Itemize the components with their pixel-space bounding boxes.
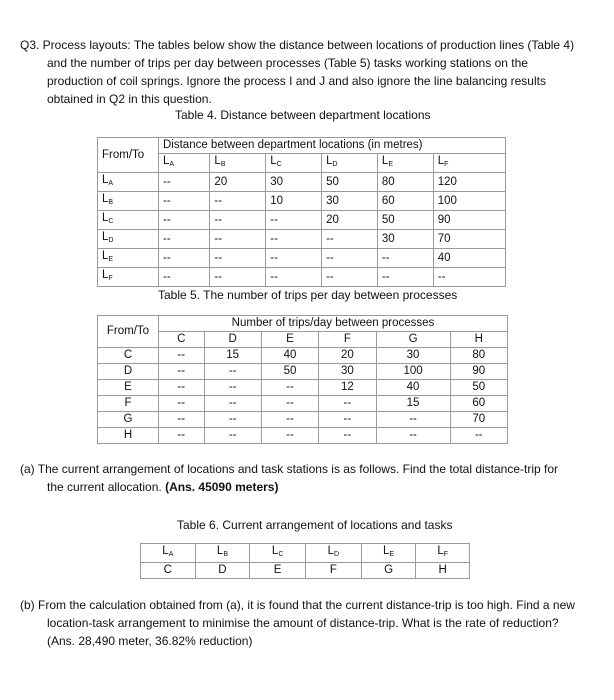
table-cell: -- (261, 412, 318, 428)
table-row (98, 173, 506, 192)
task-cell: C (141, 563, 196, 579)
location-cell: $L_E$ (361, 544, 416, 563)
column-header: D (204, 332, 261, 348)
part-a-text (20, 460, 576, 496)
table-cell: -- (159, 364, 205, 380)
table-cell: 30 (377, 230, 433, 249)
column-header: E (261, 332, 318, 348)
table-cell: -- (204, 364, 261, 380)
table-cell: 100 (376, 364, 450, 380)
table-cell: 40 (376, 380, 450, 396)
table-row (98, 380, 508, 396)
table-cell: -- (159, 230, 210, 249)
column-header: $L_B$ (210, 154, 266, 173)
table6-caption: Table 6. Current arrangement of locations and tasks (177, 518, 453, 532)
table-cell: -- (266, 211, 322, 230)
table-cell: 50 (322, 173, 378, 192)
table-cell: 30 (266, 173, 322, 192)
column-header: $L_F$ (433, 154, 505, 173)
table-row (98, 249, 506, 268)
table-row (98, 396, 508, 412)
table-cell: -- (159, 396, 205, 412)
table-cell: -- (159, 428, 205, 444)
column-header: $L_C$ (266, 154, 322, 173)
row-header: $L_F$ (98, 268, 159, 287)
row-header: H (98, 428, 159, 444)
table-cell: -- (159, 211, 210, 230)
table-cell: 15 (204, 348, 261, 364)
table-cell: 90 (450, 364, 507, 380)
table-cell: -- (204, 380, 261, 396)
row-header: $L_A$ (98, 173, 159, 192)
table-cell: 20 (210, 173, 266, 192)
distance-table (97, 137, 506, 287)
table-cell: 50 (450, 380, 507, 396)
row-header: $L_C$ (98, 211, 159, 230)
table5-caption: Table 5. The number of trips per day between processes (158, 288, 458, 302)
table-cell: 15 (376, 396, 450, 412)
table-cell: 20 (319, 348, 376, 364)
question-text: Q3. Process layouts: The tables below show the distance between locations of production lines (Table 4) and the number of trips per day between processes (Table 5) tasks working stations on the production of coil springs. Ignore the process I and J and also ignore the line balancing results obtained in Q2 in this question. (20, 38, 575, 106)
table-cell: -- (210, 230, 266, 249)
group-header: Number of trips/day between processes (159, 316, 508, 332)
table-cell: -- (204, 396, 261, 412)
table-cell: 10 (266, 192, 322, 211)
table-cell: 70 (450, 412, 507, 428)
table-cell: -- (376, 412, 450, 428)
column-header: C (159, 332, 205, 348)
part-a-question: (a) The current arrangement of locations and task stations is as follows. Find the total distance-trip for the current allocation. (20, 462, 559, 494)
row-header: $L_E$ (98, 249, 159, 268)
table-cell: -- (322, 230, 378, 249)
part-a-answer: (Ans. 45090 meters) (165, 480, 279, 494)
row-header: C (98, 348, 159, 364)
row-header: D (98, 364, 159, 380)
column-header: H (450, 332, 507, 348)
table-cell: -- (210, 211, 266, 230)
table-row (98, 428, 508, 444)
table-cell: 60 (377, 192, 433, 211)
table-cell: -- (210, 249, 266, 268)
table-cell: -- (261, 428, 318, 444)
trips-table (97, 315, 508, 444)
group-header: Distance between department locations (in metres) (159, 138, 506, 154)
row-header: $L_D$ (98, 230, 159, 249)
table-cell: -- (377, 268, 433, 287)
table-row (98, 230, 506, 249)
table-cell: -- (159, 249, 210, 268)
task-cell: G (361, 563, 416, 579)
table-row (98, 364, 508, 380)
table-cell: -- (210, 268, 266, 287)
table-cell: 20 (322, 211, 378, 230)
table-cell: 30 (322, 192, 378, 211)
table-cell: 12 (319, 380, 376, 396)
table-cell: 40 (261, 348, 318, 364)
location-cell: $L_B$ (195, 544, 250, 563)
table-cell: -- (266, 249, 322, 268)
table-cell: -- (266, 268, 322, 287)
task-cell: D (195, 563, 250, 579)
table-cell: -- (159, 412, 205, 428)
table-cell: 80 (450, 348, 507, 364)
part-b-text: (b) From the calculation obtained from (a), it is found that the current distance-trip is too high. Find a new location-task arrangement to minimise the amount of distance-trip. What is the rate of reduction? (Ans. 28,490 meter, 36.82% reduction) (20, 598, 575, 648)
table-cell: -- (159, 348, 205, 364)
table-cell: -- (450, 428, 507, 444)
row-header: G (98, 412, 159, 428)
column-header: F (319, 332, 376, 348)
table-row (98, 348, 508, 364)
table-cell: 50 (261, 364, 318, 380)
row-header: E (98, 380, 159, 396)
location-cell: $L_F$ (416, 544, 470, 563)
location-cell: $L_D$ (306, 544, 362, 563)
table-row (98, 268, 506, 287)
column-header: $L_A$ (159, 154, 210, 173)
table-cell: 120 (433, 173, 505, 192)
table-cell: 60 (450, 396, 507, 412)
table-cell: 90 (433, 211, 505, 230)
table-cell: -- (376, 428, 450, 444)
table4-caption: Table 4. Distance between department locations (175, 108, 431, 122)
table-row (98, 192, 506, 211)
table-cell: 80 (377, 173, 433, 192)
table-cell: -- (319, 412, 376, 428)
table-cell: -- (159, 268, 210, 287)
table-cell: -- (377, 249, 433, 268)
table-cell: 50 (377, 211, 433, 230)
table-cell: 40 (433, 249, 505, 268)
location-cell: $L_A$ (141, 544, 196, 563)
table-row (98, 211, 506, 230)
column-header: G (376, 332, 450, 348)
table-cell: 30 (376, 348, 450, 364)
table-cell: 70 (433, 230, 505, 249)
corner-header: From/To (98, 138, 159, 173)
table-cell: -- (266, 230, 322, 249)
task-cell: H (416, 563, 470, 579)
table-cell: -- (159, 173, 210, 192)
corner-header: From/To (98, 316, 159, 348)
table-cell: -- (204, 412, 261, 428)
task-cell: E (250, 563, 306, 579)
table-cell: -- (322, 268, 378, 287)
table-row (98, 412, 508, 428)
table-cell: -- (261, 396, 318, 412)
table-cell: -- (433, 268, 505, 287)
column-header: $L_E$ (377, 154, 433, 173)
table-cell: -- (159, 380, 205, 396)
table-cell: -- (319, 428, 376, 444)
table-cell: -- (319, 396, 376, 412)
row-header: F (98, 396, 159, 412)
arrangement-table (140, 543, 470, 579)
table-cell: 100 (433, 192, 505, 211)
table-cell: -- (159, 192, 210, 211)
table-cell: 30 (319, 364, 376, 380)
task-cell: F (306, 563, 362, 579)
table-cell: -- (322, 249, 378, 268)
table-cell: -- (210, 192, 266, 211)
table-cell: -- (204, 428, 261, 444)
location-cell: $L_C$ (250, 544, 306, 563)
table-cell: -- (261, 380, 318, 396)
row-header: $L_B$ (98, 192, 159, 211)
column-header: $L_D$ (322, 154, 378, 173)
